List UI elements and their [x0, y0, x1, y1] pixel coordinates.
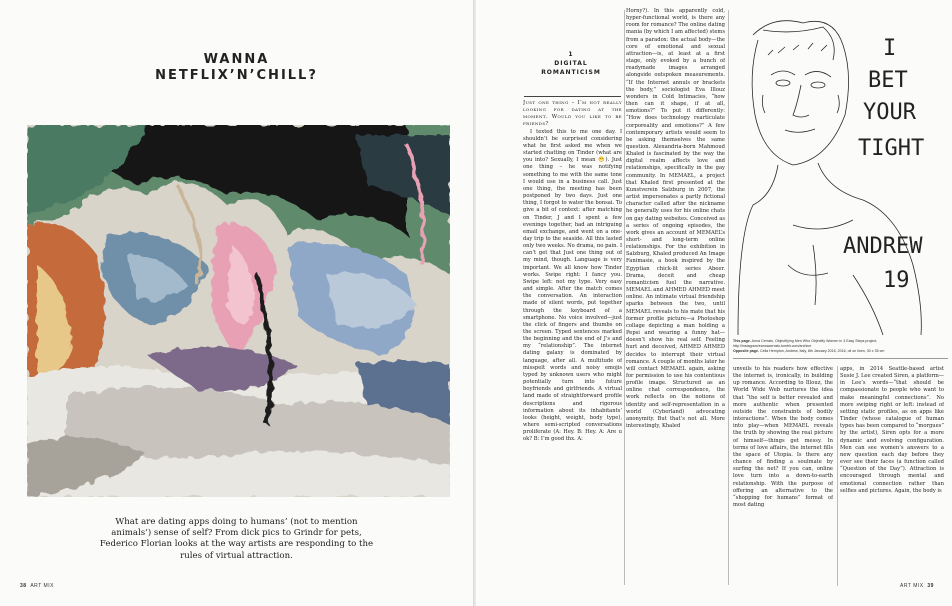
column-3-body: unveils to his readers how effective the internet is, ironically, in building up romance. According to Illouz, the World Wide Web nurtures the idea that “the self is better revealed and more authentic when presented outside the constraints of bodily interactions”. When the body comes into play—when MEMAEL reveals the truth by showing the real picture of himself—things get messy. In terms of love affairs, the internet fills the space of Utopia. Is there any chance of finding a soulmate by surfing the net? If you can, online love turn into a down-to-earth relationship. With the purpose of offering an alternative to the “shopping for humans” format of most dating: [733, 366, 833, 508]
right-folio-number: 39: [927, 583, 934, 589]
caption-opposite-label: Opposite page.: [733, 349, 759, 353]
section-title-line2: ROMANTICISM: [541, 69, 601, 76]
article-title-line2: NETFLIX’N’CHILL?: [155, 68, 318, 83]
sketch-word-3: YOUR: [863, 100, 916, 125]
article-title-line1: WANNA: [203, 52, 270, 67]
column-1-body: I texted this to me one day. I shouldn’t be surprised considering what he first asked me when we started chatting on Tinder (what are you into? Sexually, I mean 😁). Just one thing – he was notifying something to me with the same tone I would use in a business call. Just one thing, the meeting has been postponed by two days. Just one thing, I forgot to water the bonsai. To give a bit of context: after matching on Tinder, J and I spent a few evenings together, had an intriguing email exchange, and went on a one-day trip to the seaside. All this lasted only two weeks. No drama, no pain. I can’t get that Just one thing out of my mind, though. Language is very important. We all know how Tinder works. Swipe right: I fancy you. Swipe left: not my type. Very easy and simple. After the match comes the conversation. An interaction made of silent words, put together through the keyboard of a smartphone. No voice involved—just the click of fingers and thumbs on the screen. Typed sentences marked the beginning and the end of J’s and my “relationship”. The internet dating galaxy is dominated by language, after all. A multitude of misspelt words and noisy emojis typed by unknown users who might potentially turn into future boyfriends and girlfriends. A virtual land made of straightforward profile descriptions and rigorous information about its inhabitants’ looks (height, weight, body type), where semi-scripted conversations proliferate (A: Hey. B: Hey. A: Are u ok? B: I’m good thx. A:: [523, 128, 622, 443]
right-folio: [900, 583, 934, 589]
caption-this-label: This page.: [733, 339, 751, 343]
section-number: 1: [568, 51, 574, 58]
text-column-3: [733, 366, 833, 586]
column-4-body: apps, in 2014 Seattle-based artist Susie J. Lee created Siren, a platform—in Lee’s words—“that should be compassionate to people who want to make meaningful connections”. No more swiping right or left: instead of setting static profiles, as on apps like Tinder (whose catalogue of human types has been compared to “morgues” by the artist), Siren opts for a more dynamic and evolving configuration. Men can see women’s answers to a new question each day before they ever see their faces (a function called “Question of the Day”). Attraction is encouraged through mental and emotional connection rather than selfies and pictures. Again, the body is: [840, 366, 944, 494]
left-folio-label: ART MIX: [30, 583, 54, 589]
right-folio-label: ART MIX: [900, 583, 924, 589]
column-divider-1: [624, 10, 625, 585]
lead-in: Just one thing – I’m not really looking for dating at the moment. Would you like to be friends?: [523, 100, 622, 128]
sketch-word-2: BET: [868, 68, 908, 93]
sketch-word-5: ANDREW: [843, 234, 923, 259]
article-intro: What are dating apps doing to humans’ (not to mention animals’) sense of self? From dick pics to Grindr for pets, Federico Florian looks at the way artists are responding to the rules of virtual attraction.: [99, 517, 374, 561]
sketch-word-1: I: [883, 36, 897, 61]
text-column-1: [523, 100, 622, 586]
sketch-word-4: TIGHT: [858, 136, 925, 161]
left-folio-number: 38: [20, 583, 27, 589]
section-title-line1: DIGITAL: [554, 60, 588, 67]
left-page: [0, 0, 473, 606]
section-rule: [524, 96, 621, 97]
caption-rule: [733, 358, 948, 359]
sketch-word-6: 19: [883, 268, 910, 293]
portrait-sketch-image: [733, 5, 948, 335]
caption-this-text: Anna Cerrato, Objectifying Men Who Objectify Women in 3 Easy Steps project, http://instagram/eannacerrato.tumblr.com/archive.: [733, 339, 878, 348]
column-divider-2: [728, 10, 729, 585]
image-captions: [733, 339, 948, 354]
column-divider-3: [837, 366, 838, 586]
column-2-body: Horny?). In this apparently cold, hyper-functional world, is there any room for romance? The online dating mania (by which I am affected) stems from a paradox: the actual body—the core of emotional and sexual attraction—is, at least at a first stage, only evoked by a bunch of readymade images arranged alongside outspoken measurements. “If the Internet annuls or brackets the body,” sociologist Eva Illouz wonders in Cold Intimacies, “how then can it shape, if at all, emotions?” To put it differently: “How does technology rearticulate corporeality and emotions?” A few contemporary artists would seem to be asking themselves the same question. Alexandria-born Mahmoud Khaled is fascinated by the way the digital realm affects love and relationships, specifically in the gay community. In MEMAEL, a project that Khaled first presented at the Kunstverein Salzburg in 2007, the artist impersonates a partly fictional character called after the nickname he generally uses for his online chats on gay dating websites. Conceived as a series of ongoing episodes, the work gives an account of MEMAEL’s short- and long-term online relationships. For the exhibition in Salzburg, Khaled produced An Image Fanimasie, a book inspired by the Egyptian chick-lit series Abeer. Drama, deceit and cheap romanticism fuel the narrative. MEMAEL and AHMED AHMED meet online. An intimate virtual friendship sparks between the two, until MEMAEL reveals to his mate that his former profile picture—a Photoshop collage depicting a man holding a Pepsi and wearing a funny hat—doesn’t show his real self. Feeling hurt and deceived, AHMED AHMED decides to interrupt their virtual romance. A couple of months later he will contact MEMAEL again, asking for permission to use his contentious profile image. Structured as an online chat correspondence, the work reflects on the notions of identity and self-representation in a world (Cyberland) advocating anonymity. But that’s not all. More interestingly, Khaled: [626, 8, 725, 430]
caption-opposite-text: Celia Hempton, Andrew, Italy, 8th January 2016, 2016, oil on linen, 30 x 35 cm: [759, 349, 885, 353]
section-heading: [526, 50, 616, 77]
left-folio: [20, 583, 54, 589]
abstract-painting-image: [27, 125, 450, 497]
text-column-2: [626, 8, 725, 586]
text-column-4: [840, 366, 944, 586]
